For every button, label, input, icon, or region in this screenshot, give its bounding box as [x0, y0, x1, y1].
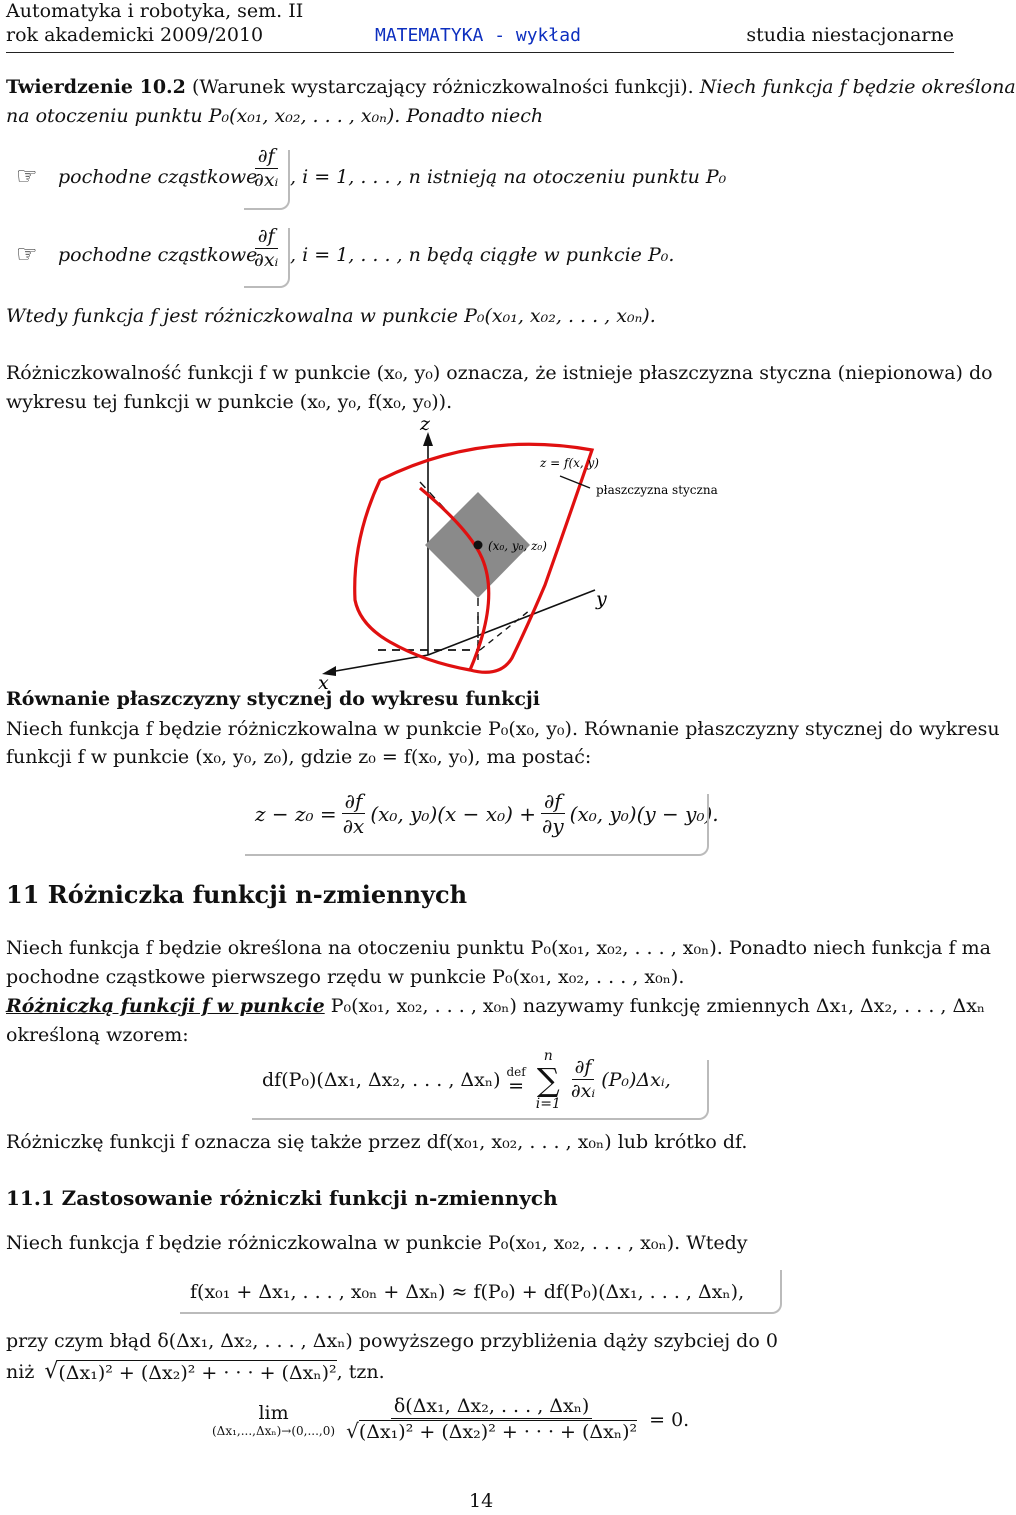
definition-rest: P₀(x₀₁, x₀₂, . . . , x₀ₙ) nazywamy funkcję zmiennych Δx₁, Δx₂, . . . , Δxₙ: [324, 995, 986, 1017]
bullet2-cond: , i = 1, . . . , n będą ciągłe w punkcie P₀.: [290, 244, 675, 266]
eq-lhs: z − z₀ =: [255, 802, 337, 826]
section-11-line-4: określoną wzorem:: [6, 1024, 189, 1046]
tangent-plane-heading: Równanie płaszczyzny stycznej do wykresu funkcji: [6, 688, 540, 710]
bullet2-text: pochodne cząstkowe: [58, 244, 258, 266]
section-11-line-2: pochodne cząstkowe pierwszego rzędu w punkcie P₀(x₀₁, x₀₂, . . . , x₀ₙ).: [6, 966, 685, 988]
theorem-label: Twierdzenie 10.2: [6, 76, 186, 98]
theorem-intro: Niech funkcja f będzie określona: [699, 76, 1016, 98]
tangent-plane-eq-box: [245, 794, 709, 856]
page-number: 14: [469, 1490, 494, 1512]
header-mode: studia niestacjonarne: [746, 24, 954, 46]
pointing-hand-icon: ☞: [16, 162, 38, 190]
header-year: rok akademicki 2009/2010: [6, 24, 264, 46]
eq-frac2-num: ∂f: [541, 790, 565, 814]
header-course: Automatyka i robotyka, sem. II: [6, 0, 304, 22]
diff-eq-lhs: df(P₀)(Δx₁, Δx₂, . . . , Δxₙ): [262, 1069, 501, 1091]
section-11-definition: [6, 995, 985, 1017]
differential-eq-box: [252, 1060, 709, 1120]
lim-numerator: δ(Δx₁, Δx₂, . . . , Δxₙ): [391, 1396, 593, 1419]
lim-denominator-text: (Δx₁)² + (Δx₂)² + · · · + (Δxₙ)²: [358, 1420, 638, 1443]
definition-term: Różniczką funkcji f w punkcie: [6, 995, 325, 1017]
theorem-paren: (Warunek wystarczający różniczkowalności funkcji).: [191, 76, 694, 98]
sum-upper: n: [543, 1048, 553, 1064]
eq-end: (x₀, y₀)(y − y₀).: [569, 802, 719, 826]
diff-eq-equals: =: [508, 1075, 525, 1098]
eq-frac2-den: ∂y: [542, 814, 564, 838]
section-11-1-title: 11.1 Zastosowanie różniczki funkcji n-zmiennych: [6, 1186, 558, 1210]
header-rule: [6, 52, 954, 53]
bullet1-frac-num: ∂f: [255, 146, 278, 169]
callout-line: [560, 476, 590, 488]
bullet1-cond: , i = 1, . . . , n istnieją na otoczeniu punktu P₀: [290, 166, 727, 188]
line3-sqrt: (Δx₁)² + (Δx₂)² + · · · + (Δxₙ)²: [58, 1361, 337, 1384]
sum-lower: i=1: [535, 1096, 561, 1112]
tangent-plane-figure: [0, 410, 960, 694]
line3-pre: niż: [6, 1360, 35, 1383]
lim-word: lim: [258, 1401, 289, 1424]
bullet2-frac-den: ∂xᵢ: [254, 248, 279, 271]
pointing-hand-icon: ☞: [16, 240, 38, 268]
section-11-after: Różniczkę funkcji f oznacza się także przez df(x₀₁, x₀₂, . . . , x₀ₙ) lub krótko df.: [6, 1131, 748, 1153]
bullet1-frac-den: ∂xᵢ: [254, 168, 279, 191]
section-11-title: 11 Różniczka funkcji n-zmiennych: [6, 880, 468, 909]
y-axis: [428, 590, 595, 655]
surface-label: z = f(x, y): [540, 456, 599, 470]
plane-label: płaszczyzna styczna: [596, 483, 718, 497]
theorem-conclusion: Wtedy funkcja f jest różniczkowalna w punkcie P₀(x₀₁, x₀₂, . . . , x₀ₙ).: [6, 305, 656, 327]
section-11-1-line-1: Niech funkcja f będzie różniczkowalna w punkcie P₀(x₀₁, x₀₂, . . . , x₀ₙ). Wtedy: [6, 1232, 748, 1254]
diff-eq-tail: (P₀)Δxᵢ,: [601, 1069, 671, 1091]
lim-denominator: √(Δx₁)² + (Δx₂)² + · · · + (Δxₙ)²: [346, 1418, 638, 1443]
approximation-formula: f(x₀₁ + Δx₁, . . . , x₀ₙ + Δxₙ) ≈ f(P₀) + df(P₀)(Δx₁, . . . , Δxₙ),: [190, 1281, 745, 1303]
axis-z-label: z: [420, 413, 431, 435]
bullet1-text: pochodne cząstkowe: [58, 166, 258, 188]
eq-mid: (x₀, y₀)(x − x₀) +: [370, 802, 537, 826]
sum-sign: ∑: [536, 1061, 560, 1099]
section-11-1-line-2: przy czym błąd δ(Δx₁, Δx₂, . . . , Δxₙ) powyższego przybliżenia dąży szybciej do 0: [6, 1330, 778, 1352]
section-11-line-1: Niech funkcja f będzie określona na otoczeniu punktu P₀(x₀₁, x₀₂, . . . , x₀ₙ). Ponadto niech funkcja f ma: [6, 937, 991, 959]
point-label: (x₀, y₀, z₀): [488, 539, 547, 553]
limit-equation: [212, 1396, 689, 1444]
axis-x-label: x: [318, 672, 329, 694]
remark-line-1: Różniczkowalność funkcji f w punkcie (x₀, y₀) oznacza, że istnieje płaszczyzna styczna (niepionowa) do: [6, 362, 993, 384]
eq-frac1-den: ∂x: [342, 814, 365, 838]
lim-eq: = 0.: [649, 1408, 690, 1431]
lim-sub: (Δx₁,...,Δxₙ)→(0,...,0): [212, 1423, 336, 1438]
line3-post: , tzn.: [336, 1360, 385, 1383]
remark-line-2: wykresu tej funkcji w punkcie (x₀, y₀, f(x₀, y₀)).: [6, 391, 453, 413]
tangent-plane-line-1: Niech funkcja f będzie różniczkowalna w punkcie P₀(x₀, y₀). Równanie płaszczyzny stycznej do wykresu: [6, 718, 1000, 740]
theorem-line-2: na otoczeniu punktu P₀(x₀₁, x₀₂, . . . , x₀ₙ). Ponadto niech: [6, 105, 544, 127]
diff-frac-den: ∂xᵢ: [570, 1080, 596, 1103]
x-axis: [330, 655, 428, 672]
tangency-point: [474, 541, 483, 550]
section-11-1-line-3: [6, 1359, 385, 1384]
theorem-line-1: [6, 76, 1016, 98]
bullet2-frac-num: ∂f: [255, 226, 278, 249]
bullet1-box: [244, 150, 290, 210]
axis-y-label: y: [596, 588, 607, 610]
approximation-box: [180, 1270, 782, 1314]
header-subject: MATEMATYKA - wykład: [375, 25, 581, 46]
diff-frac-num: ∂f: [572, 1057, 595, 1080]
sqrt-icon: √: [44, 1359, 59, 1384]
eq-frac1-num: ∂f: [342, 790, 366, 814]
tangent-plane-line-2: funkcji f w punkcie (x₀, y₀, z₀), gdzie z₀ = f(x₀, y₀), ma postać:: [6, 746, 592, 768]
bullet2-box: [244, 228, 290, 288]
diff-eq-def: def: [506, 1065, 526, 1080]
